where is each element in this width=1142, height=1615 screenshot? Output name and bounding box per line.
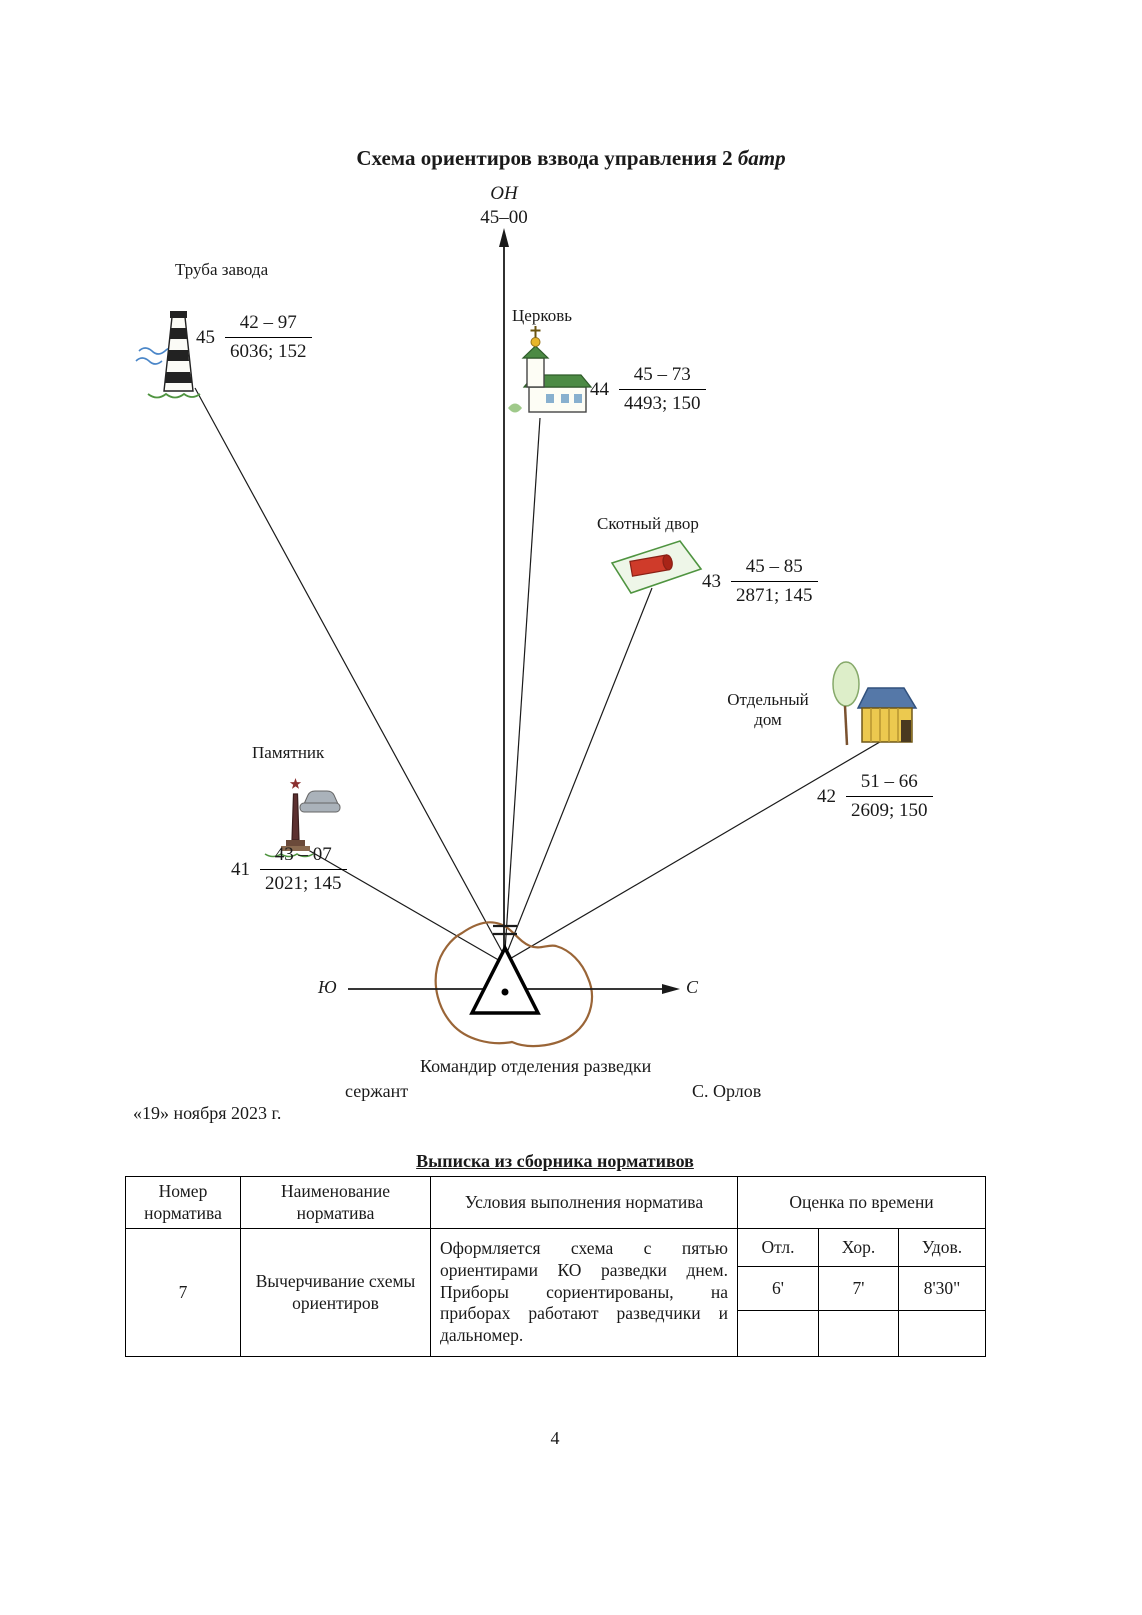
bearing-value: 45 – 73: [619, 364, 706, 390]
header-excellent: Отл.: [738, 1229, 819, 1267]
cell-excellent-time: 6': [738, 1267, 819, 1311]
cell-good-time: 7': [819, 1267, 899, 1311]
landmark-number: 41: [231, 858, 250, 880]
header-time-score: Оценка по времени: [738, 1177, 986, 1229]
signature-role: Командир отделения разведки: [420, 1056, 652, 1076]
header-satisfactory: Удов.: [899, 1229, 986, 1267]
observation-post-symbol: [472, 948, 538, 1013]
cell-standard-name: Вычерчивание схемы ориентиров: [241, 1229, 431, 1357]
landmark-data-church: [590, 364, 706, 415]
landmark-name-cattle-yard: Скотный двор: [597, 514, 699, 533]
cell-conditions: Оформляется схема с пятью ориентирами КО разведки днем. Приборы сориентированы, на приборах работают разведчики и дальномер.: [431, 1229, 738, 1357]
distance-value: 2021; 145: [265, 873, 342, 894]
signature-name: С. Орлов: [692, 1081, 762, 1101]
landmark-number: 44: [590, 378, 609, 400]
distance-value: 4493; 150: [624, 393, 701, 414]
axis-label-south: Ю: [318, 977, 337, 997]
distance-value: 6036; 152: [230, 341, 307, 362]
landmark-name-church: Церковь: [512, 306, 572, 325]
cell-satisfactory-time: 8'30": [899, 1267, 986, 1311]
landmark-name-monument: Памятник: [252, 743, 325, 762]
bearing-distance-fraction: [846, 771, 933, 822]
page-number: 4: [550, 1428, 560, 1448]
distance-value: 2609; 150: [851, 800, 928, 821]
landmark-name-house: Отдельный дом: [727, 690, 809, 730]
landmark-number: 42: [817, 785, 836, 807]
empty-cell: [899, 1311, 986, 1357]
standards-table: [125, 1176, 986, 1357]
header-standard-name: Наименование норматива: [241, 1177, 431, 1229]
bearing-value: 51 – 66: [846, 771, 933, 797]
page-title-battery: батр: [737, 146, 786, 170]
landmark-number: 43: [702, 570, 721, 592]
landmark-name-chimney: Труба завода: [175, 260, 269, 279]
distance-value: 2871; 145: [736, 585, 813, 606]
page-title-main: Схема ориентиров взвода управления 2: [356, 146, 738, 170]
empty-cell: [738, 1311, 819, 1357]
landmark-data-cattle-yard: [702, 556, 818, 607]
header-conditions: Условия выполнения норматива: [431, 1177, 738, 1229]
church-sketch: [508, 326, 591, 413]
signature-date: «19» ноября 2023 г.: [133, 1103, 282, 1123]
page-title: [0, 146, 1142, 171]
bearing-value: 43 – 07: [260, 844, 347, 870]
bearing-distance-fraction: [225, 312, 312, 363]
axis-label-north: С: [686, 977, 699, 997]
empty-cell: [819, 1311, 899, 1357]
cattle-yard-sketch: [612, 541, 701, 593]
header-good: Хор.: [819, 1229, 899, 1267]
bearing-distance-fraction: [731, 556, 818, 607]
main-direction-label: ОН: [490, 183, 518, 204]
landmark-number: 45: [196, 326, 215, 348]
bearing-value: 45 – 85: [731, 556, 818, 582]
signature-rank: сержант: [345, 1081, 409, 1101]
bearing-distance-fraction: [260, 844, 347, 895]
landmark-data-chimney: [196, 312, 312, 363]
landmark-data-house: [817, 771, 933, 822]
bearing-value: 42 – 97: [225, 312, 312, 338]
landmark-data-monument: [231, 844, 347, 895]
table-title: Выписка из сборника нормативов: [416, 1151, 694, 1171]
chimney-sketch: [136, 311, 200, 398]
bearing-distance-fraction: [619, 364, 706, 415]
main-direction-arrow: [493, 228, 517, 948]
house-sketch: [833, 662, 916, 745]
main-direction-value: 45–00: [480, 207, 528, 228]
cell-standard-number: 7: [126, 1229, 241, 1357]
header-standard-number: Номер норматива: [126, 1177, 241, 1229]
